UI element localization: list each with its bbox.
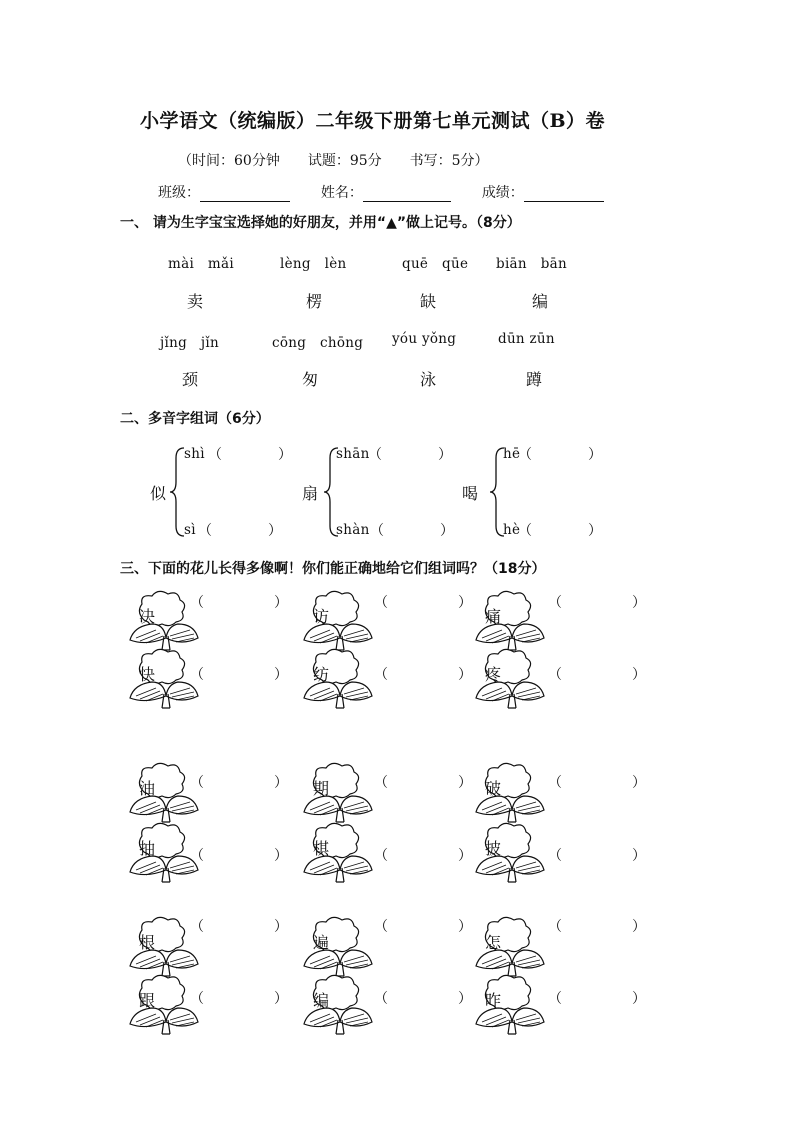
pinyin-top: shì: [184, 446, 205, 462]
answer-blank[interactable]: （ ）: [548, 775, 646, 791]
flower-char: 快: [138, 665, 155, 684]
answer-blank[interactable]: （ ）: [190, 775, 288, 791]
flower-char: 怎: [484, 933, 501, 952]
pinyin-option[interactable]: yóu yǒng: [392, 331, 457, 347]
answer-blank[interactable]: （ ）: [208, 447, 292, 463]
answer-blank[interactable]: （ ）: [190, 919, 288, 935]
answer-blank[interactable]: （ ）: [548, 919, 646, 935]
section1-heading: 一、 请为生字宝宝选择她的好朋友，并用“▲”做上记号。（8分）: [120, 215, 521, 231]
answer-blank[interactable]: （ ）: [370, 523, 454, 539]
flower-char: 棋: [312, 839, 329, 858]
score-label: 成绩：: [481, 185, 524, 201]
flower-char: 抽: [138, 839, 155, 858]
answer-blank[interactable]: （ ）: [374, 848, 472, 864]
pinyin-bottom: sì: [184, 522, 196, 538]
flower-char: 疼: [484, 665, 501, 684]
flower-char: 遍: [312, 933, 329, 952]
answer-blank[interactable]: （ ）: [374, 919, 472, 935]
answer-blank[interactable]: （ ）: [190, 667, 288, 683]
page-title: 小学语文（统编版）二年级下册第七单元测试（B）卷: [140, 110, 606, 132]
flower-char: 跟: [138, 991, 155, 1010]
pinyin-bottom: shàn: [336, 522, 370, 538]
answer-blank[interactable]: （ ）: [548, 848, 646, 864]
answer-blank[interactable]: （ ）: [190, 991, 288, 1007]
section3-heading: 三、下面的花儿长得多像啊！你们能正确地给它们组词吗？（18分）: [120, 561, 546, 577]
flower-char: 油: [138, 779, 155, 798]
answer-blank[interactable]: （ ）: [548, 595, 646, 611]
hanzi: 匆: [302, 370, 319, 389]
answer-blank[interactable]: （ ）: [374, 667, 472, 683]
polyphone-char: 扇: [302, 484, 319, 503]
polyphone-char: 喝: [462, 484, 479, 503]
pinyin-top: shān: [336, 446, 370, 462]
student-info-line: [158, 182, 604, 202]
score-field[interactable]: [524, 187, 604, 202]
answer-blank[interactable]: （ ）: [374, 775, 472, 791]
exam-info: （时间：60分钟 试题：95分 书写：5分）: [178, 153, 489, 169]
hanzi: 蹲: [526, 370, 543, 389]
flower-char: 编: [312, 991, 329, 1010]
pinyin-top: hē: [503, 446, 521, 462]
flower-char: 破: [484, 779, 501, 798]
polyphone-char: 似: [150, 484, 167, 503]
answer-blank[interactable]: （ ）: [368, 447, 452, 463]
flower-char: 昨: [484, 991, 501, 1010]
hanzi: 缺: [420, 292, 437, 311]
pinyin-option[interactable]: cōng chōng: [272, 335, 364, 351]
hanzi: 卖: [187, 292, 204, 311]
hanzi: 楞: [306, 292, 323, 311]
class-field[interactable]: [200, 187, 290, 202]
hanzi: 泳: [420, 370, 437, 389]
flower-char: 披: [484, 839, 501, 858]
pinyin-option[interactable]: quē qūe: [402, 256, 469, 272]
flower-char: 期: [312, 779, 329, 798]
answer-blank[interactable]: （ ）: [518, 523, 602, 539]
hanzi: 颈: [182, 370, 199, 389]
section2-heading: 二、多音字组词（6分）: [120, 411, 270, 427]
class-label: 班级：: [158, 185, 200, 201]
answer-blank[interactable]: （ ）: [374, 991, 472, 1007]
flower-char: 决: [138, 607, 155, 626]
answer-blank[interactable]: （ ）: [548, 991, 646, 1007]
pinyin-option[interactable]: jǐng jǐn: [160, 335, 219, 351]
answer-blank[interactable]: （ ）: [190, 595, 288, 611]
answer-blank[interactable]: （ ）: [518, 447, 602, 463]
pinyin-option[interactable]: biān bān: [496, 256, 567, 272]
pinyin-bottom: hè: [503, 522, 521, 538]
flower-char: 访: [312, 607, 329, 626]
name-field[interactable]: [363, 187, 451, 202]
pinyin-option[interactable]: dūn zūn: [498, 331, 555, 347]
answer-blank[interactable]: （ ）: [548, 667, 646, 683]
answer-blank[interactable]: （ ）: [374, 595, 472, 611]
hanzi: 编: [532, 292, 549, 311]
flower-char: 纺: [312, 665, 329, 684]
pinyin-option[interactable]: lèng lèn: [280, 256, 347, 272]
answer-blank[interactable]: （ ）: [190, 848, 288, 864]
flower-char: 痛: [484, 607, 501, 626]
answer-blank[interactable]: （ ）: [198, 523, 282, 539]
pinyin-option[interactable]: mài mǎi: [168, 256, 234, 272]
name-label: 姓名：: [320, 185, 363, 201]
flower-char: 根: [138, 933, 155, 952]
